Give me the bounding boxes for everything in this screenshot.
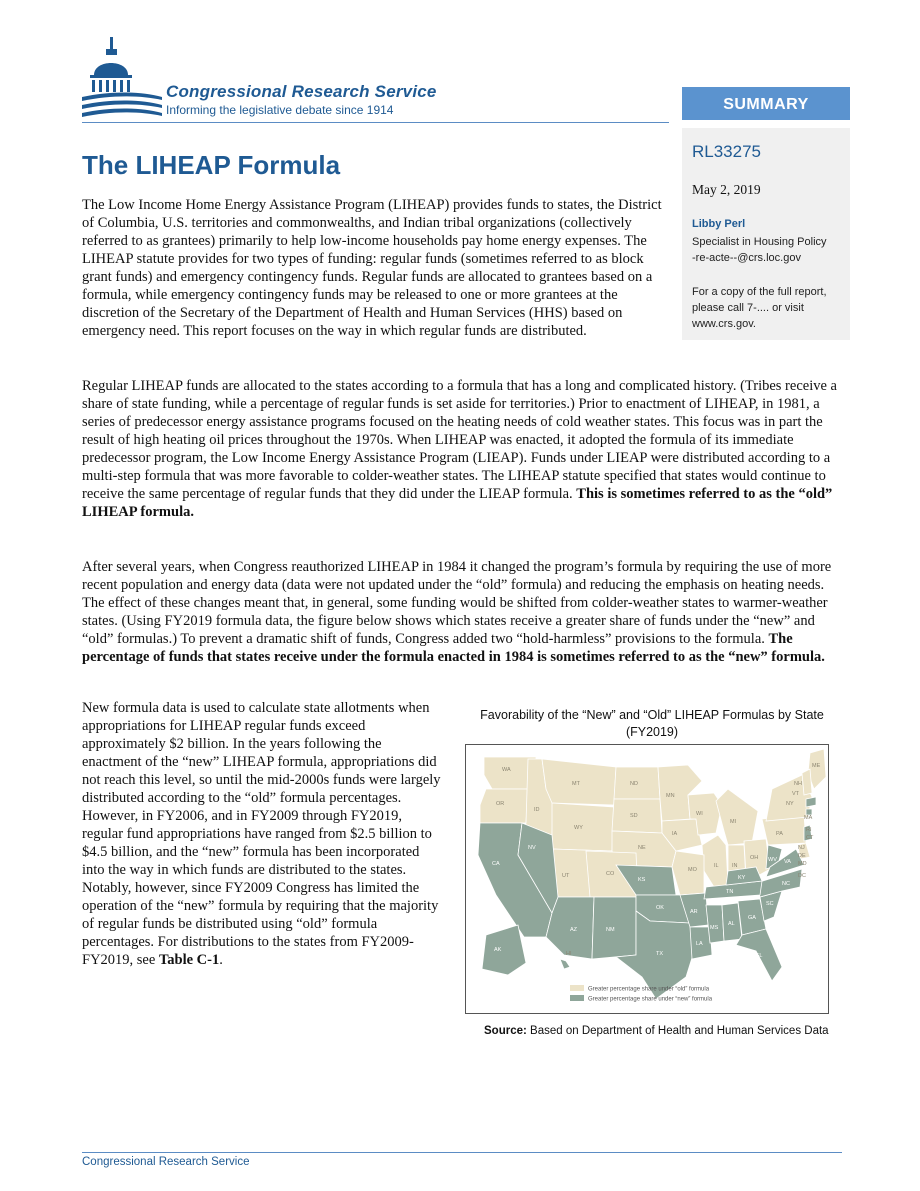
figure-source	[484, 1022, 834, 1040]
page-title: The LIHEAP Formula	[82, 150, 341, 180]
paragraph-end: .	[219, 952, 223, 968]
state-label-mt: MT	[572, 781, 580, 787]
legend-old: Greater percentage share under “old” formula	[588, 986, 710, 993]
state-label-mi: MI	[730, 819, 737, 825]
state-il	[702, 835, 728, 887]
state-label-ar: AR	[690, 909, 698, 915]
legend-swatch-new	[570, 995, 584, 1001]
state-label-wi: WI	[696, 811, 703, 817]
capitol-dome-icon	[80, 35, 170, 125]
table-reference-link[interactable]: Table C-1	[158, 952, 220, 968]
author-title: Specialist in Housing Policy	[692, 236, 827, 248]
state-label-nd: ND	[630, 781, 638, 787]
footer-org-name: Congressional Research Service	[82, 1156, 250, 1168]
state-label-nj: NJ	[798, 845, 805, 851]
paragraph-emphasis: This is sometimes referred to as the “old” LIHEAP formula.	[82, 486, 833, 520]
state-label-id: ID	[534, 807, 540, 813]
state-label-nc: NC	[782, 881, 790, 887]
state-label-md: MD	[798, 861, 807, 867]
state-label-de: DE	[798, 853, 806, 859]
state-label-va: VA	[784, 859, 791, 865]
paragraph-old-formula	[82, 377, 842, 521]
report-date: May 2, 2019	[692, 182, 761, 197]
state-label-vt: VT	[792, 791, 800, 797]
paragraph-allotments	[82, 699, 442, 969]
state-label-tn: TN	[726, 889, 734, 895]
state-label-il: IL	[714, 863, 719, 869]
state-label-nv: NV	[528, 845, 536, 851]
state-label-ok: OK	[656, 905, 664, 911]
state-hi	[560, 959, 570, 969]
figure-map	[465, 744, 829, 1014]
state-ak	[482, 925, 526, 975]
state-label-ut: UT	[562, 873, 570, 879]
state-label-az: AZ	[570, 927, 578, 933]
state-label-wv: WV	[768, 857, 777, 863]
us-state-map	[466, 745, 828, 1013]
state-label-ga: GA	[748, 915, 756, 921]
legend-new: Greater percentage share under “new” formula	[588, 996, 713, 1003]
state-nh-vt	[802, 769, 812, 795]
source-text: Based on Department of Health and Human Services Data	[530, 1025, 829, 1037]
paragraph-text: Regular LIHEAP funds are allocated to the states according to a formula that has a long and complicated history. (Tribes receive a share of state funding, while a percentage of regular funds is set aside for territories.) Prior to enactment of LIHEAP, in 1981, a series of predecessor energy assistance programs focused on the heating needs of cold weather states. This focus was in part the result of high heating oil prices throughout the 1970s. When LIHEAP was enacted, it adopted the formula of its immediate predecessor program, the Low Income Energy Assistance Program (LIEAP). Funds under LIEAP were distributed according to a multi-step formula that was more favorable to colder-weather states. The LIHEAP statute specified that states would continue to receive the same percentage of regular funds that they did under the LIEAP formula.	[82, 378, 837, 502]
state-label-ma: MA	[804, 815, 813, 821]
state-mi	[716, 789, 758, 845]
paragraph-text: After several years, when Congress reauthorized LIHEAP in 1984 it changed the program’s formula by requiring the use of more recent population and energy data (data were not updated under the “old” formula) and reducing the emphasis on heating needs. The effect of these changes meant that, in general, some funding would be shifted from colder-weather states to warmer-weather states. (Using FY2019 formula data, the figure below shows which states receive a greater share of funds under the “new” and “old” formulas.) To prevent a dramatic shift of funds, Congress added two “hold-harmless” provisions to the formula.	[82, 559, 832, 647]
state-label-hi: HI	[566, 951, 572, 957]
header-divider	[82, 122, 669, 123]
state-label-wy: WY	[574, 825, 583, 831]
state-label-ca: CA	[492, 861, 500, 867]
paragraph-emphasis: The percentage of funds that states receive under the formula enacted in 1984 is sometimes referred to as the “new” formula.	[82, 631, 825, 665]
state-label-mn: MN	[666, 793, 675, 799]
summary-label: SUMMARY	[682, 87, 850, 120]
figure-title: Favorability of the “New” and “Old” LIHEAP Formulas by State (FY2019)	[480, 708, 824, 739]
state-label-dc: DC	[798, 873, 806, 879]
state-label-me: ME	[812, 763, 821, 769]
state-ma	[806, 797, 816, 807]
org-tagline: Informing the legislative debate since 1914	[166, 103, 394, 117]
legend-swatch-old	[570, 985, 584, 991]
state-label-or: OR	[496, 801, 505, 807]
state-label-ak: AK	[494, 947, 502, 953]
state-label-ri: RI	[806, 827, 812, 833]
state-label-nm: NM	[606, 927, 615, 933]
paragraph-new-formula	[82, 558, 842, 666]
footer-divider	[82, 1152, 842, 1153]
report-number: RL33275	[692, 142, 762, 161]
state-label-al: AL	[728, 921, 735, 927]
paragraph-text: New formula data is used to calculate state allotments when appropriations for LIHEAP regular funds exceed approximately $2 billion. In the years following the enactment of the “new” LIHEAP formula, appropriations did not reach this level, so until the mid-2000s funds were largely distributed according to the “old” formula percentages. However, in FY2006, and in FY2009 through FY2019, regular fund appropriations have ranged from $2.5 billion to $4.5 billion, and the “new” formula has been incorporated into the way in which funds are distributed to the states. Notably, however, since FY2009 Congress has limited the operation of the “new” formula by requiring that the majority of regular funds be distributed using “old” formula percentages. For distributions to the states from FY2009-FY2019, see	[82, 700, 441, 968]
source-label: Source:	[484, 1025, 527, 1037]
state-label-ks: KS	[638, 877, 646, 883]
state-label-co: CO	[606, 871, 615, 877]
state-label-la: LA	[696, 941, 703, 947]
state-label-wa: WA	[502, 767, 511, 773]
state-label-sd: SD	[630, 813, 638, 819]
org-name: Congressional Research Service	[166, 82, 437, 101]
state-label-sc: SC	[766, 901, 774, 907]
state-label-pa: PA	[776, 831, 783, 837]
state-label-ky: KY	[738, 875, 746, 881]
state-label-fl: FL	[756, 953, 763, 959]
state-label-mo: MO	[688, 867, 697, 873]
author-email[interactable]: -re-acte--@crs.loc.gov	[692, 252, 801, 264]
author-name: Libby Perl	[692, 218, 746, 230]
state-label-in: IN	[732, 863, 738, 869]
state-mo	[672, 851, 704, 895]
state-label-ny: NY	[786, 801, 794, 807]
state-label-nh: NH	[794, 781, 802, 787]
state-label-oh: OH	[750, 855, 759, 861]
state-label-ne: NE	[638, 845, 646, 851]
state-label-ia: IA	[672, 831, 678, 837]
state-wy	[552, 803, 614, 851]
copy-note: For a copy of the full report, please call 7-.... or visit www.crs.gov.	[692, 286, 827, 330]
paragraph-intro: The Low Income Home Energy Assistance Program (LIHEAP) provides funds to states, the District of Columbia, U.S. territories and commonwealths, and Indian tribal organizations (collectively referred to as grantees) primarily to help low-income households pay home energy expenses. The LIHEAP statute provides for two types of funding: regular funds (sometimes referred to as block grant funds) and emergency contingency funds. Regular funds are allocated to grantees based on a formula, while emergency contingency funds may be released to one or more grantees at the discretion of the Secretary of the Department of Health and Human Services (HHS) based on emergency need. This report focuses on the way in which regular funds are distributed.	[82, 197, 662, 339]
state-label-tx: TX	[656, 951, 664, 957]
state-label-ms: MS	[710, 925, 719, 931]
state-label-ct: CT	[806, 835, 814, 841]
